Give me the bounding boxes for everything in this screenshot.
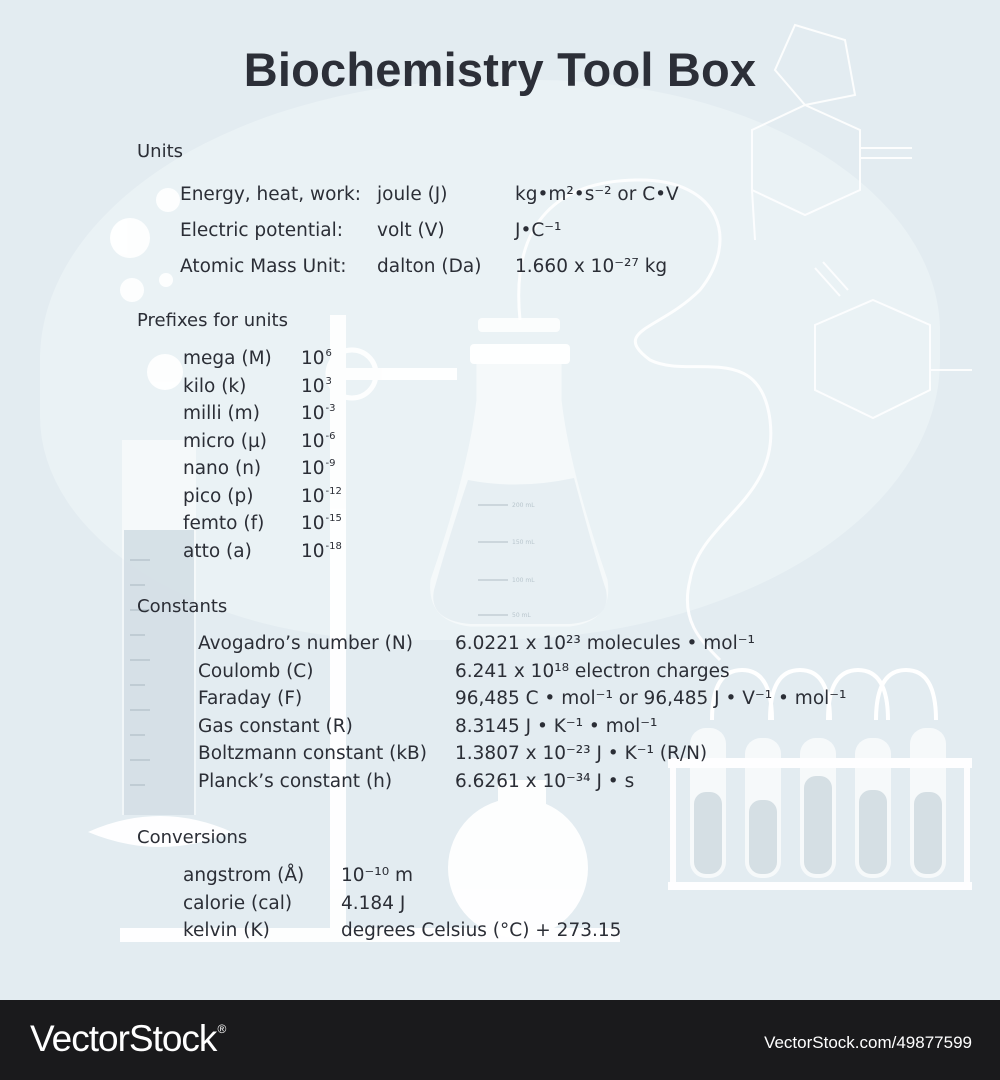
- conversion-name: calorie (cal): [183, 892, 293, 914]
- prefix-name: kilo (k): [183, 375, 247, 397]
- unit-quantity: Energy, heat, work:: [180, 184, 361, 205]
- conversions-heading: Conversions: [137, 827, 248, 848]
- footer-bar: [0, 1000, 1000, 1080]
- unit-definition: 1.660 x 10⁻²⁷ kg: [515, 256, 668, 277]
- constant-name: Planck’s constant (h): [198, 770, 393, 792]
- prefix-power: $10^{-15}$: [301, 513, 342, 534]
- unit-definition: J•C⁻¹: [515, 220, 562, 241]
- prefix-name: micro (µ): [183, 430, 267, 452]
- prefixes-heading: Prefixes for units: [137, 310, 288, 331]
- prefix-power: $10^{-9}$: [301, 458, 336, 479]
- conversion-name: kelvin (K): [183, 920, 270, 941]
- constant-value: 6.6261 x 10⁻³⁴ J • s: [455, 770, 635, 792]
- flask-scale-200: 200 mL: [512, 502, 535, 509]
- prefix-name: femto (f): [183, 513, 265, 534]
- conversion-name: angstrom (Å): [183, 865, 305, 886]
- flask-scale-100: 100 mL: [512, 577, 535, 584]
- unit-name: joule (J): [377, 184, 448, 205]
- unit-name: dalton (Da): [377, 256, 482, 277]
- constants-heading: Constants: [137, 596, 228, 617]
- constant-value: 1.3807 x 10⁻²³ J • K⁻¹ (R/N): [455, 743, 708, 764]
- prefix-power: $10^6$: [301, 348, 332, 369]
- brand-name: VectorStock: [30, 1018, 217, 1059]
- unit-name: volt (V): [377, 220, 445, 241]
- hexagon-molecule-icon: [752, 105, 860, 215]
- conversion-value: 10⁻¹⁰ m: [341, 865, 414, 886]
- hexagon-molecule-2-icon: [815, 300, 930, 418]
- conversion-value: degrees Celsius (°C) + 273.15: [341, 920, 622, 941]
- constant-name: Faraday (F): [198, 688, 303, 709]
- constant-name: Gas constant (R): [198, 715, 353, 737]
- constant-name: Coulomb (C): [198, 660, 314, 682]
- prefix-name: nano (n): [183, 458, 262, 479]
- constant-value: 96,485 C • mol⁻¹ or 96,485 J • V⁻¹ • mol⁻¹: [455, 688, 847, 709]
- conversion-value: 4.184 J: [341, 892, 406, 914]
- prefix-power: $10^{-12}$: [301, 485, 342, 507]
- erlenmeyer-flask-icon: [432, 318, 607, 625]
- page-title: Biochemistry Tool Box: [243, 43, 757, 96]
- unit-definition: kg•m²•s⁻² or C•V: [515, 184, 679, 205]
- units-heading: Units: [137, 141, 184, 162]
- constant-value: 8.3145 J • K⁻¹ • mol⁻¹: [455, 715, 658, 737]
- constant-value: 6.241 x 10¹⁸ electron charges: [455, 660, 730, 682]
- prefix-name: milli (m): [183, 403, 260, 424]
- prefix-name: atto (a): [183, 540, 252, 562]
- prefix-power: $10^{-6}$: [301, 430, 336, 452]
- constant-value: 6.0221 x 10²³ molecules • mol⁻¹: [455, 633, 755, 654]
- flask-scale-150: 150 mL: [512, 539, 535, 546]
- prefix-power: $10^{-3}$: [301, 403, 336, 424]
- image-credit: VectorStock.com/49877599: [764, 1033, 972, 1052]
- unit-quantity: Electric potential:: [180, 220, 343, 241]
- prefix-name: pico (p): [183, 485, 254, 507]
- unit-quantity: Atomic Mass Unit:: [180, 256, 347, 277]
- prefix-power: $10^{-18}$: [301, 540, 342, 562]
- constant-name: Avogadro’s number (N): [198, 633, 413, 654]
- vectorstock-logo[interactable]: VectorStock®: [30, 1018, 226, 1059]
- flask-scale-50: 50 mL: [512, 612, 531, 619]
- round-bottom-flask-icon: [448, 780, 588, 938]
- prefix-power: $10^3$: [301, 375, 332, 397]
- prefix-name: mega (M): [183, 348, 272, 369]
- constant-name: Boltzmann constant (kB): [198, 743, 427, 764]
